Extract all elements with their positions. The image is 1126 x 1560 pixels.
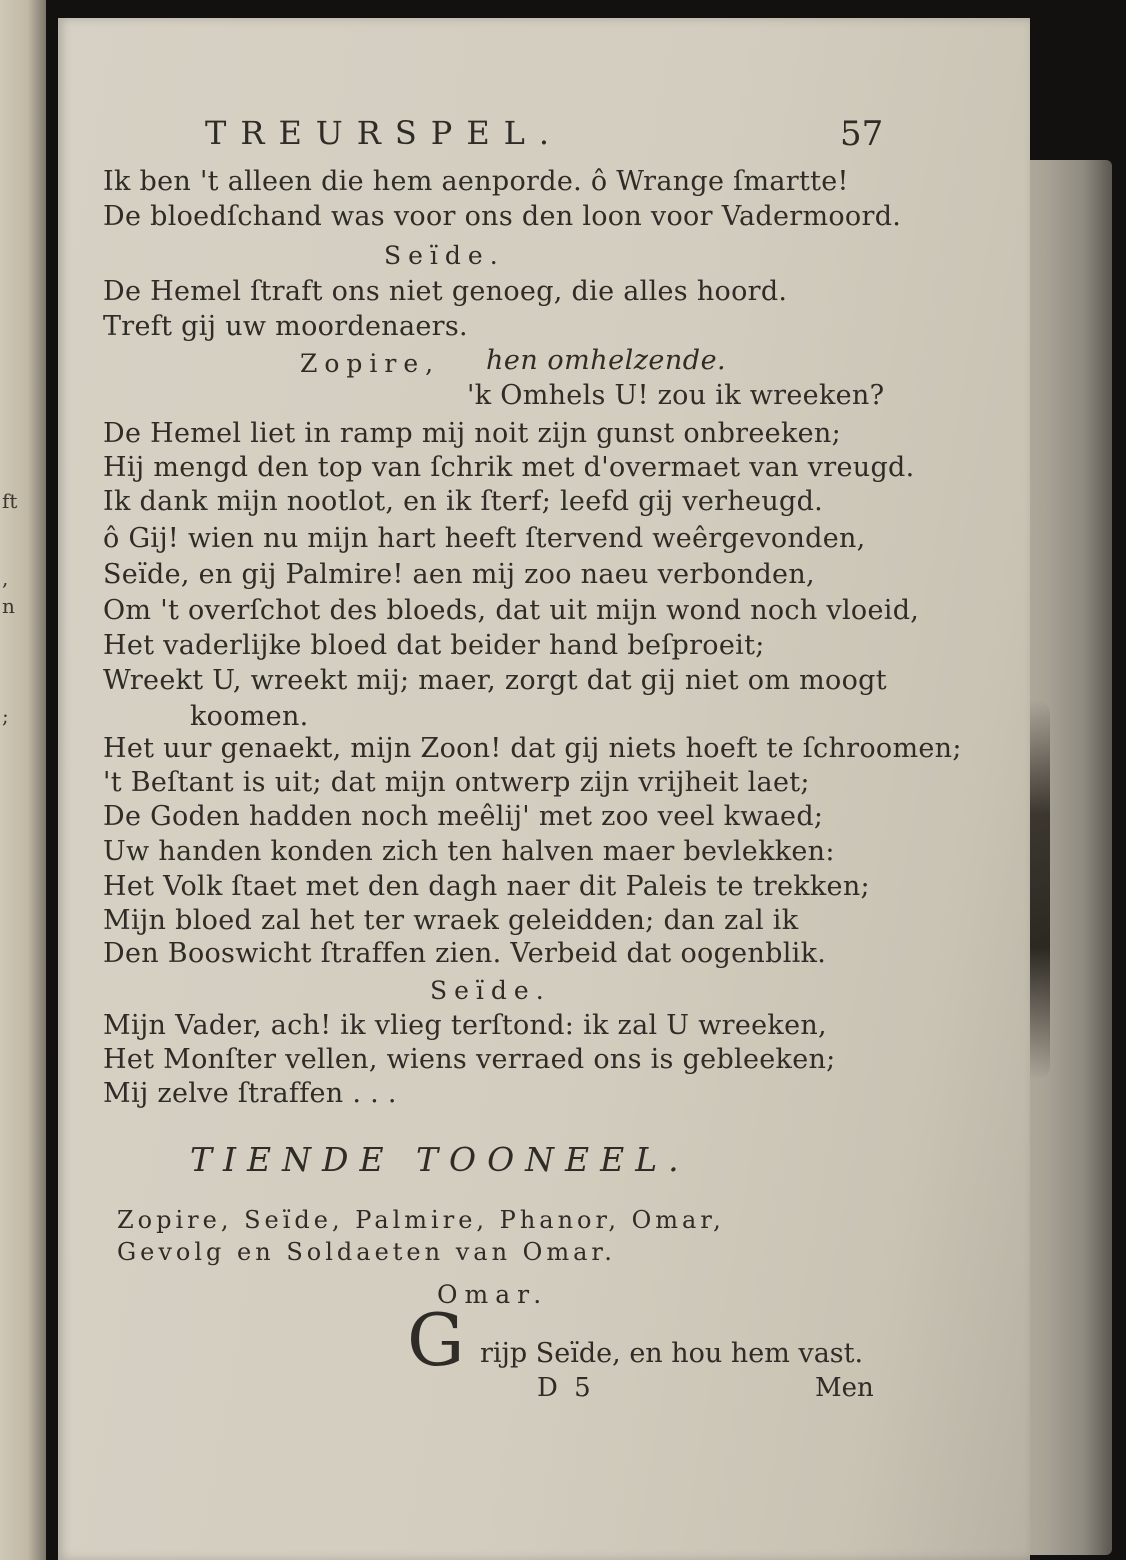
left-page-fragment: , — [2, 566, 9, 590]
verse-line: Het Monſter vellen, wiens verraed ons is gebleeken; — [103, 1044, 836, 1075]
speaker-name: Seïde. — [384, 241, 505, 270]
running-head: TREURSPEL. — [205, 114, 564, 152]
verse-line: 'k Omhels U! zou ik wreeken? — [467, 380, 885, 411]
verse-line: Het vaderlijke bloed dat beider hand beſproeit; — [103, 630, 765, 661]
verse-line: Ik ben 't alleen die hem aenporde. ô Wrange ſmartte! — [103, 166, 849, 197]
speaker-name: Seïde. — [430, 976, 551, 1005]
verse-line: ô Gij! wien nu mijn hart heeft ſtervend weêrgevonden, — [103, 523, 866, 554]
left-page-fragment: ; — [2, 704, 9, 728]
left-page-fragment: ft — [2, 489, 18, 513]
verse-line: De bloedſchand was voor ons den loon voor Vadermoord. — [103, 201, 902, 232]
page-number: 57 — [840, 114, 884, 154]
cast-list: Zopire, Seïde, Palmire, Phanor, Omar, — [117, 1206, 725, 1234]
verse-line: De Goden hadden noch meêlij' met zoo veel kwaed; — [103, 801, 824, 832]
verse-line: Ik dank mijn nootlot, en ik ſterf; leefd gij verheugd. — [103, 486, 824, 517]
verse-line: Mij zelve ſtraffen . . . — [103, 1078, 397, 1109]
verse-line: Het Volk ſtaet met den dagh naer dit Paleis te trekken; — [103, 871, 870, 902]
cast-list: Gevolg en Soldaeten van Omar. — [117, 1238, 616, 1266]
verse-line: koomen. — [190, 701, 309, 732]
verse-line: Hij mengd den top van ſchrik met d'overmaet van vreugd. — [103, 452, 915, 483]
verse-line: Het uur genaekt, mijn Zoon! dat gij niets hoeft te ſchroomen; — [103, 733, 962, 764]
verse-line: Wreekt U, wreekt mij; maer, zorgt dat gij niet om moogt — [103, 665, 887, 696]
left-page-fragment: n — [2, 594, 15, 618]
scene-heading: TIENDE TOONEEL. — [190, 1140, 690, 1179]
verse-line: Uw handen konden zich ten halven maer bevlekken: — [103, 836, 835, 867]
signature-mark: D 5 — [537, 1373, 595, 1403]
verse-line: 't Beſtant is uit; dat mijn ontwerp zijn vrijheit laet; — [103, 767, 810, 798]
verse-line: Mijn bloed zal het ter wraek geleidden; dan zal ik — [103, 905, 799, 936]
verse-line: De Hemel ſtraft ons niet genoeg, die alles hoord. — [103, 276, 788, 307]
catchword: Men — [815, 1373, 874, 1403]
verse-line: Den Booswicht ſtraffen zien. Verbeid dat oogenblik. — [103, 938, 827, 969]
verse-line: rijp Seïde, en hou hem vast. — [480, 1338, 864, 1369]
left-page-edge — [0, 0, 46, 1560]
verse-line: De Hemel liet in ramp mij noit zijn gunst onbreeken; — [103, 418, 841, 449]
verse-line: Treft gij uw moordenaers. — [103, 311, 468, 342]
stage-direction: hen omhelzende. — [486, 345, 727, 376]
speaker-name: Omar. — [437, 1280, 549, 1309]
speaker-name: Zopire, — [300, 349, 441, 378]
drop-cap: G — [407, 1298, 465, 1382]
verse-line: Om 't overſchot des bloeds, dat uit mijn wond noch vloeid, — [103, 595, 920, 626]
verse-line: Mijn Vader, ach! ik vlieg terſtond: ik zal U wreeken, — [103, 1010, 827, 1041]
verse-line: Seïde, en gij Palmire! aen mij zoo naeu verbonden, — [103, 559, 815, 590]
